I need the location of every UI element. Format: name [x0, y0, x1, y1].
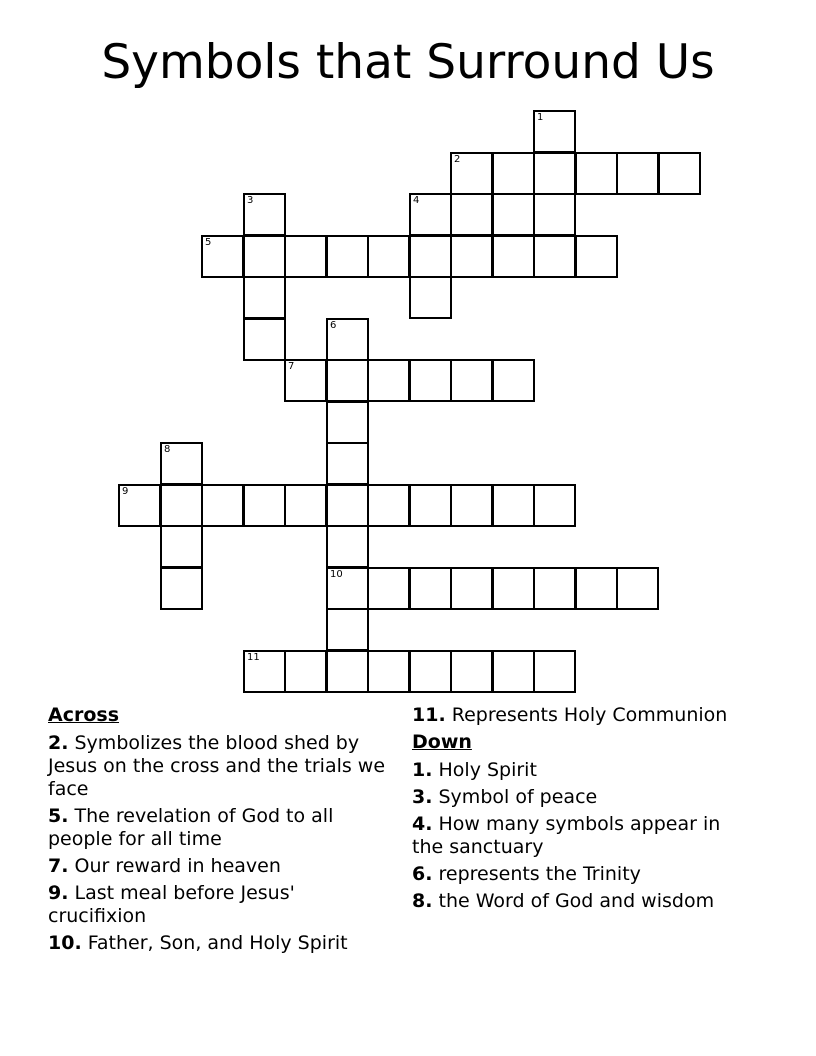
cell-number: 3 [247, 195, 254, 206]
grid-cell[interactable] [326, 650, 369, 693]
clue-text: Symbol of peace [438, 786, 598, 808]
grid-cell[interactable] [492, 152, 535, 195]
grid-cell[interactable] [326, 401, 369, 444]
grid-cell[interactable] [409, 484, 452, 527]
grid-cell[interactable] [284, 484, 327, 527]
clue-down-8 [412, 890, 752, 913]
clue-text: Holy Spirit [438, 759, 537, 781]
grid-cell[interactable] [492, 650, 535, 693]
clues-right-column [412, 704, 752, 917]
grid-cell[interactable] [450, 193, 493, 236]
grid-cell[interactable] [450, 235, 493, 278]
cell-number: 7 [288, 361, 295, 372]
grid-cell[interactable] [326, 442, 369, 485]
grid-cell[interactable] [450, 567, 493, 610]
cell-number: 6 [330, 320, 337, 331]
clue-number: 2. [48, 732, 69, 754]
grid-cell[interactable] [492, 359, 535, 402]
clue-text: the Word of God and wisdom [438, 890, 715, 912]
grid-cell[interactable] [326, 525, 369, 568]
grid-cell[interactable] [409, 193, 452, 236]
grid-cell[interactable] [326, 608, 369, 651]
grid-cell[interactable] [160, 525, 203, 568]
clue-across-11 [412, 704, 752, 727]
cell-number: 5 [205, 237, 212, 248]
grid-cell[interactable] [616, 152, 659, 195]
grid-cell[interactable] [409, 235, 452, 278]
cell-number: 4 [413, 195, 420, 206]
grid-cell[interactable] [326, 318, 369, 361]
across-heading: Across [48, 704, 120, 726]
grid-cell[interactable] [450, 484, 493, 527]
grid-cell[interactable] [533, 650, 576, 693]
grid-cell[interactable] [326, 484, 369, 527]
down-heading: Down [412, 731, 472, 753]
grid-cell[interactable] [616, 567, 659, 610]
grid-cell[interactable] [575, 152, 618, 195]
grid-cell[interactable] [533, 235, 576, 278]
grid-cell[interactable] [450, 152, 493, 195]
grid-cell[interactable] [533, 152, 576, 195]
grid-cell[interactable] [492, 193, 535, 236]
grid-cell[interactable] [367, 359, 410, 402]
clue-text: Symbolizes the blood shed by Jesus on the cross and the trials we face [48, 732, 386, 800]
grid-cell[interactable] [201, 235, 244, 278]
clue-number: 1. [412, 759, 433, 781]
grid-cell[interactable] [326, 235, 369, 278]
clue-number: 3. [412, 786, 433, 808]
grid-cell[interactable] [160, 484, 203, 527]
grid-cell[interactable] [118, 484, 161, 527]
clue-across-2 [48, 732, 388, 801]
grid-cell[interactable] [160, 442, 203, 485]
clue-across-5 [48, 805, 388, 851]
clue-text: The revelation of God to all people for all time [48, 805, 334, 850]
grid-cell[interactable] [450, 650, 493, 693]
grid-cell[interactable] [409, 650, 452, 693]
clue-across-9 [48, 882, 388, 928]
clue-down-3 [412, 786, 752, 809]
grid-cell[interactable] [326, 359, 369, 402]
grid-cell[interactable] [243, 650, 286, 693]
clue-number: 5. [48, 805, 69, 827]
grid-cell[interactable] [492, 567, 535, 610]
clue-text: How many symbols appear in the sanctuary [412, 813, 721, 858]
grid-cell[interactable] [284, 359, 327, 402]
grid-cell[interactable] [367, 567, 410, 610]
grid-cell[interactable] [533, 110, 576, 153]
cell-number: 8 [164, 444, 171, 455]
grid-cell[interactable] [575, 567, 618, 610]
grid-cell[interactable] [367, 235, 410, 278]
clue-down-6 [412, 863, 752, 886]
grid-cell[interactable] [533, 567, 576, 610]
grid-cell[interactable] [492, 484, 535, 527]
grid-cell[interactable] [243, 276, 286, 319]
grid-cell[interactable] [160, 567, 203, 610]
clue-number: 11. [412, 704, 446, 726]
clue-number: 10. [48, 932, 82, 954]
cell-number: 2 [454, 154, 461, 165]
grid-cell[interactable] [409, 276, 452, 319]
cell-number: 1 [537, 112, 544, 123]
clue-across-7 [48, 855, 388, 878]
page-title: Symbols that Surround Us [101, 35, 715, 90]
grid-cell[interactable] [243, 193, 286, 236]
grid-cell[interactable] [409, 359, 452, 402]
grid-cell[interactable] [243, 235, 286, 278]
grid-cell[interactable] [243, 484, 286, 527]
clue-number: 7. [48, 855, 69, 877]
cell-number: 9 [122, 486, 129, 497]
grid-cell[interactable] [326, 567, 369, 610]
clues-left-column [48, 704, 388, 959]
clue-down-1 [412, 759, 752, 782]
clue-down-4 [412, 813, 752, 859]
clue-number: 8. [412, 890, 433, 912]
grid-cell[interactable] [284, 235, 327, 278]
cell-number: 11 [247, 652, 260, 663]
clue-number: 9. [48, 882, 69, 904]
grid-cell[interactable] [409, 567, 452, 610]
grid-cell[interactable] [367, 650, 410, 693]
grid-cell[interactable] [243, 318, 286, 361]
clue-text: Father, Son, and Holy Spirit [87, 932, 348, 954]
grid-cell[interactable] [284, 650, 327, 693]
grid-cell[interactable] [658, 152, 701, 195]
grid-cell[interactable] [533, 484, 576, 527]
clue-text: Last meal before Jesus' crucifixion [48, 882, 295, 927]
grid-cell[interactable] [367, 484, 410, 527]
grid-cell[interactable] [533, 193, 576, 236]
grid-cell[interactable] [201, 484, 244, 527]
cell-number: 10 [330, 569, 343, 580]
clue-across-10 [48, 932, 388, 955]
grid-cell[interactable] [575, 235, 618, 278]
clue-text: represents the Trinity [438, 863, 641, 885]
clue-number: 6. [412, 863, 433, 885]
grid-cell[interactable] [492, 235, 535, 278]
clue-text: Our reward in heaven [74, 855, 281, 877]
grid-cell[interactable] [450, 359, 493, 402]
clue-number: 4. [412, 813, 433, 835]
clue-text: Represents Holy Communion [451, 704, 728, 726]
